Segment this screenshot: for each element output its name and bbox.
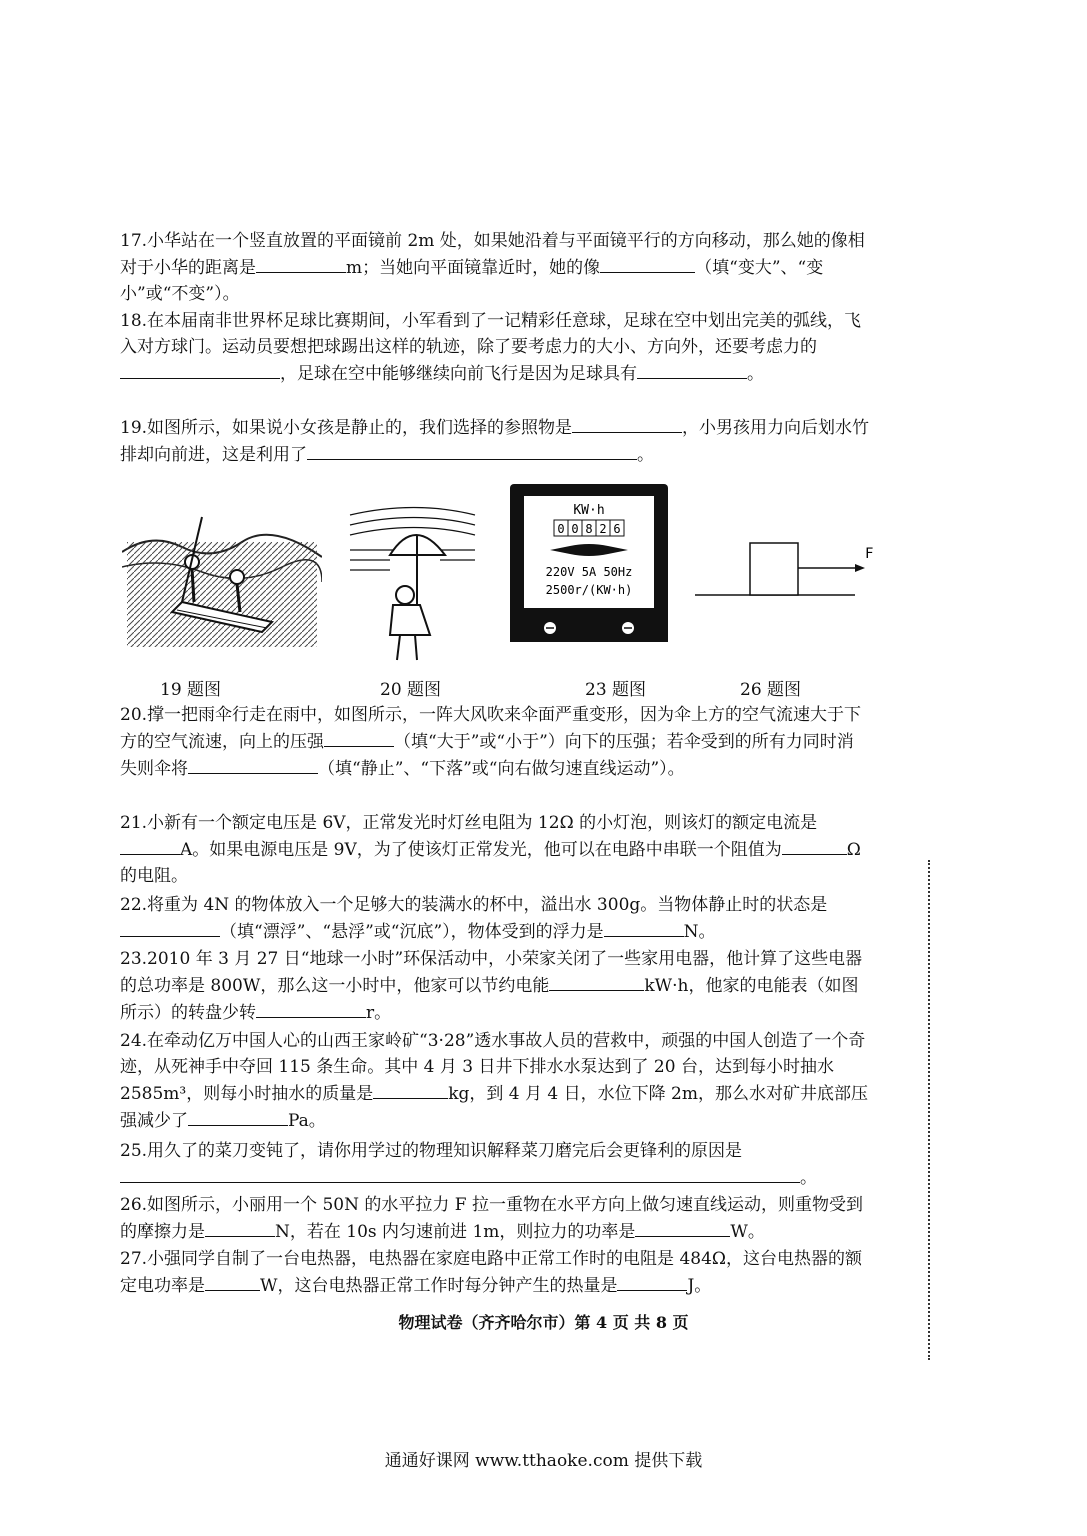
force-label: F [865,546,874,562]
meter-constant: 2500r/(KW·h) [545,583,633,597]
answer-blank[interactable] [637,360,747,379]
question-22: 22.将重为 4N 的物体放入一个足够大的装满水的杯中，溢出水 300g。当物体静止时的状态是（填“漂浮”、“悬浮”或“沉底”），物体受到的浮力是 N。 [120,895,828,942]
answer-blank[interactable] [617,1272,687,1291]
caption-20: 20 题图 [380,680,442,700]
meter-rating: 220V 5A 50Hz [545,565,633,579]
caption-26: 26 题图 [740,680,802,700]
question-26: 26.如图所示，小丽用一个 50N 的水平拉力 F 拉一重物在水平方向上做匀速直线运动，则重物受到的摩擦力是 N，若在 10s 内匀速前进 1m，则拉力的功率是 W。 [120,1195,863,1242]
figure-20 [345,495,485,665]
answer-blank[interactable] [600,254,695,273]
figure-26 [695,540,880,600]
meter-digit: 0 [571,522,579,536]
answer-blank[interactable] [120,1164,800,1183]
answer-blank[interactable] [307,441,637,460]
answer-blank[interactable] [256,254,346,273]
answer-blank[interactable] [373,1080,448,1099]
figure-23-electric-meter [510,484,668,642]
answer-blank[interactable] [205,1272,260,1291]
meter-digit: 6 [613,522,621,536]
answer-blank[interactable] [549,972,644,991]
question-19: 19.如图所示，如果说小女孩是静止的，我们选择的参照物是 ，小男孩用力向后划水竹排却向前进，这是利用了 。 [120,414,870,468]
page-footer: 物理试卷（齐齐哈尔市）第 4 页 共 8 页 [398,1313,689,1332]
answer-blank[interactable] [604,918,684,937]
answer-blank[interactable] [188,755,318,774]
answer-blank[interactable] [120,836,180,855]
meter-digit: 0 [557,522,565,536]
answer-blank[interactable] [120,360,280,379]
question-17: 17.小华站在一个竖直放置的平面镜前 2m 处，如果她沿着与平面镜平行的方向移动，那么她的像相对于小华的距离是 m；当她向平面镜靠近时，她的像 （填“变大”、“变小”或“不变”）。 [120,231,865,304]
answer-blank[interactable] [188,1107,288,1126]
caption-23: 23 题图 [585,680,647,700]
answer-blank[interactable] [324,728,394,747]
figure-19 [122,512,322,652]
question-24: 24.在牵动亿万中国人心的山西王家岭矿“3·28”透水事故人员的营救中，顽强的中国人创造了一个奇迹，从死神手中夺回 115 条生命。其中 4 月 3 日井下排水水泵达到了 20 台，达到每小时抽水 2585m³，则每小时抽水的质量是 kg，到 4 月 4 日，水位下降 2m，那么水对矿井底部压强减少了 Pa。 [120,1031,868,1131]
meter-unit: KW·h [573,503,605,518]
question-18: 18.在本届南非世界杯足球比赛期间，小军看到了一记精彩任意球，足球在空中划出完美的弧线，飞入对方球门。运动员要想把球踢出这样的轨迹，除了要考虑力的大小、方向外，还要考虑力的，足球在空中能够继续向前飞行是因为足球具有 。 [120,311,862,384]
binding-line [928,860,930,1360]
question-20: 20.撑一把雨伞行走在雨中，如图所示，一阵大风吹来伞面严重变形，因为伞上方的空气流速大于下方的空气流速，向上的压强 （填“大于”或“小于”）向下的压强；若伞受到的所有力同时消失则伞将 （填“静止”、“下落”或“向右做匀速直线运动”）。 [120,705,862,779]
answer-blank[interactable] [120,918,220,937]
question-27: 27.小强同学自制了一台电热器，电热器在家庭电路中正常工作时的电阻是 484Ω，这台电热器的额定电功率是 W，这台电热器正常工作时每分钟产生的热量是 J。 [120,1249,862,1296]
source-credit: 通通好课网 www.tthaoke.com 提供下载 [384,1451,703,1471]
answer-blank[interactable] [782,836,847,855]
question-23: 23.2010 年 3 月 27 日“地球一小时”环保活动中，小荣家关闭了一些家用电器，他计算了这些电器的总功率是 800W，那么这一小时中，他家可以节约电能 kW·h，他家的电能表（如图所示）的转盘少转 r。 [120,949,863,1023]
meter-digit: 8 [585,522,593,536]
caption-19: 19 题图 [160,680,222,700]
answer-blank[interactable] [256,999,366,1018]
answer-blank[interactable] [205,1218,275,1237]
answer-blank[interactable] [635,1218,730,1237]
question-25: 25.用久了的菜刀变钝了，请你用学过的物理知识解释菜刀磨完后会更锋利的原因是。 [120,1141,817,1188]
question-21: 21.小新有一个额定电压是 6V，正常发光时灯丝电阻为 12Ω 的小灯泡，则该灯的额定电流是A。如果电源电压是 9V，为了使该灯正常发光，他可以在电路中串联一个阻值为 Ω 的电阻。 [120,813,861,886]
answer-blank[interactable] [572,414,682,433]
meter-digits [554,520,624,536]
meter-digit: 2 [599,522,607,536]
